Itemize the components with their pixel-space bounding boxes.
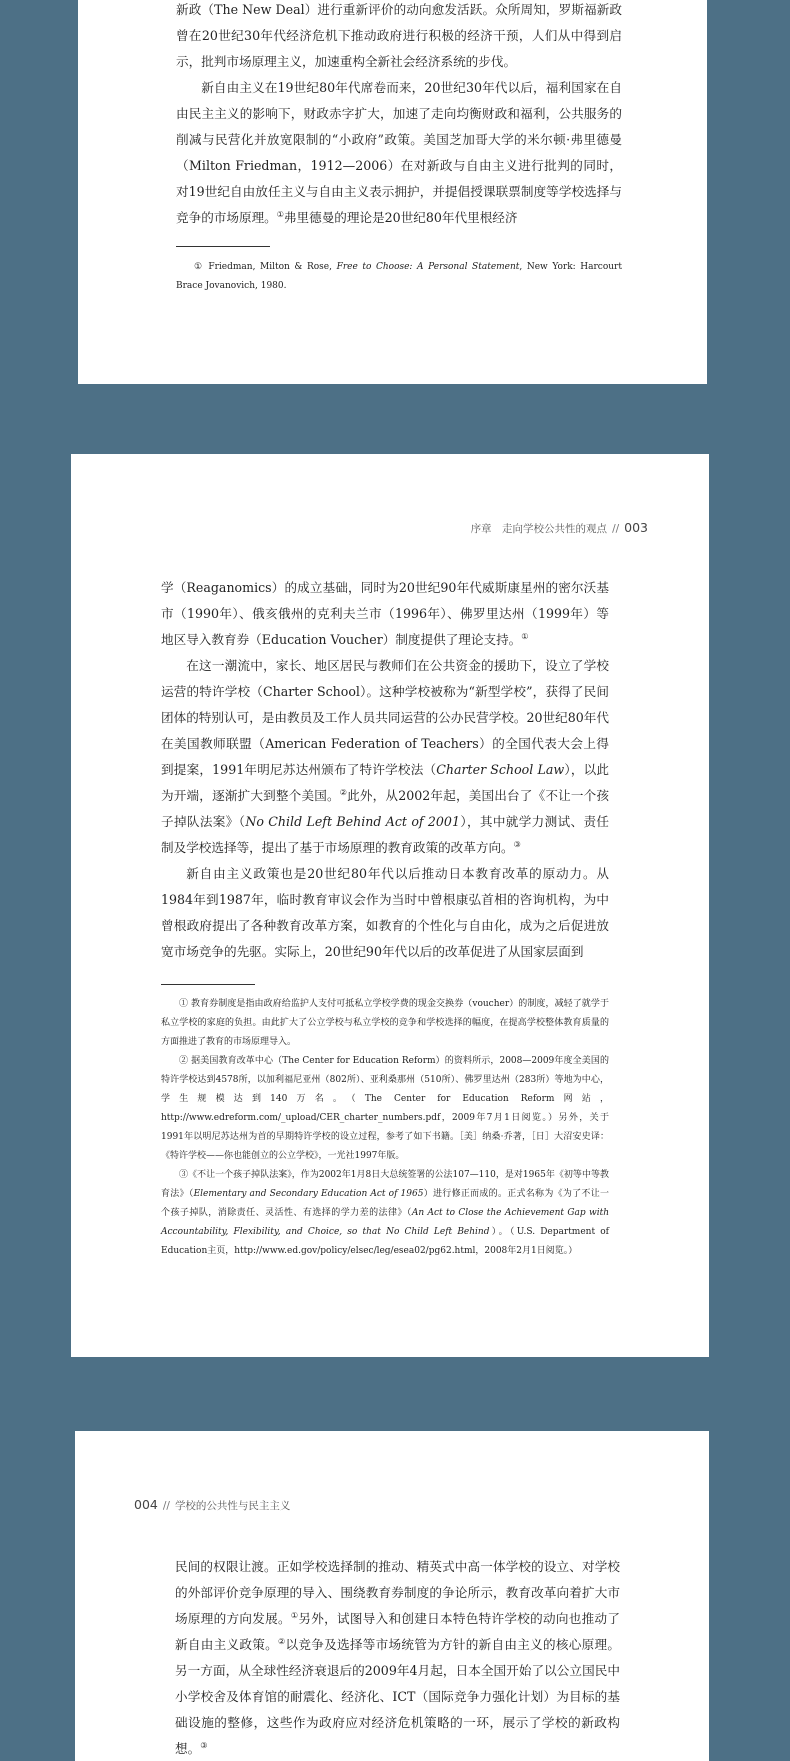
footnote-marker[interactable]: ③ <box>200 1740 208 1750</box>
footnote-rule <box>161 984 255 985</box>
page1-body <box>176 0 622 231</box>
page-1 <box>78 0 707 384</box>
footnote: ① 教育券制度是指由政府给监护人支付可抵私立学校学费的现金交换券（voucher）的制度，减轻了就学于私立学校的家庭的负担。由此扩大了公立学校与私立学校的竞争和学校选择的幅度，在提高学校整体教育质量的方面推进了教育的市场原理导入。 <box>161 999 609 1047</box>
paragraph: 新自由主义政策也是20世纪80年代以后推动日本教育改革的原动力。从1984年到1987年，临时教育审议会作为当时中曾根康弘首相的咨询机构，为中曾根政府提出了各种教育改革方案，如教育的个性化与自由化，成为之后促进放宽市场竞争的先驱。实际上，20世纪90年代以后的改革促进了从国家层面到 <box>161 866 609 959</box>
footnote: ③《不让一个孩子掉队法案》，作为2002年1月8日大总统签署的公法107—110，是对1965年《初等中等教育法》（Elementary and Secondary Education Act of 1965）进行修正而成的。正式名称为《为了不让一个孩子掉队，消除责任、灵活性、有选择的学力差的法律》（An Act to Close the Achievement Gap with Accountability, Flexibility, and Choice, so that No Child Left Behind）。（U.S. Department of Education主页，http://www.ed.gov/policy/elsec/leg/esea02/pg62.html，2008年2月1日阅览。） <box>161 1170 609 1256</box>
page-number: 004 <box>134 1497 158 1512</box>
page2-body <box>161 575 609 965</box>
paragraph: 新自由主义在19世纪80年代席卷而来，20世纪30年代以后，福利国家在自由民主主义的影响下，财政赤字扩大，加速了走向均衡财政和福利，公共服务的削减与民营化并放宽限制的“小政府”政策。美国芝加哥大学的米尔顿·弗里德曼（Milton Friedman，1912—2006）在对新政与自由主义进行批判的同时，对19世纪自由放任主义与自由主义表示拥护，并提倡授课联票制度等学校选择与竞争的市场原理。①弗里德曼的理论是20世纪80年代里根经济 <box>176 80 622 225</box>
chapter-title: 序章 走向学校公共性的观点 <box>470 523 608 535</box>
page-number: 003 <box>624 520 648 535</box>
paragraph: 新政（The New Deal）进行重新评价的动向愈发活跃。众所周知，罗斯福新政曾在20世纪30年代经济危机下推动政府进行积极的经济干预，人们从中得到启示，批判市场原理主义，加速重构全新社会经济系统的步伐。 <box>176 2 622 69</box>
page3-body <box>175 1554 620 1761</box>
book-title: 学校的公共性与民主主义 <box>174 1500 291 1512</box>
page-2 <box>71 454 709 1357</box>
page2-footnotes <box>161 995 609 1261</box>
header-separator: // <box>612 523 620 535</box>
running-header <box>471 520 648 536</box>
footnote: ② 据美国教育改革中心（The Center for Education Reform）的资料所示，2008—2009年度全美国的特许学校达到4578所，以加利福尼亚州（802所）、亚利桑那州（510所）、佛罗里达州（283所）等地为中心，学生规模达到140万名。（The Center for Education Reform网站，http://www.edreform.com/_upload/CER_charter_numbers.pdf，2009年7月1日阅览。）另外，关于1991年以明尼苏达州为首的早期特许学校的设立过程，参考了如下书籍。［美］纳桑·乔著，［日］大沼安史译：《特许学校——你也能创立的公立学校》，一光社1997年版。 <box>161 1056 609 1161</box>
running-header <box>134 1497 290 1513</box>
paragraph: 在这一潮流中，家长、地区居民与教师们在公共资金的援助下，设立了学校运营的特许学校（Charter School）。这种学校被称为“新型学校”，获得了民间团体的特别认可，是由教员及工作人员共同运营的公办民营学校。20世纪80年代在美国教师联盟（American Federation of Teachers）的全国代表大会上得到提案，1991年明尼苏达州颁布了特许学校法（Charter School Law），以此为开端，逐渐扩大到整个美国。②此外，从2002年起，美国出台了《不让一个孩子掉队法案》（No Child Left Behind Act of 2001），其中就学力测试、责任制及学校选择等，提出了基于市场原理的教育政策的改革方向。③ <box>161 658 610 855</box>
footnote-marker[interactable]: ① <box>290 1610 299 1620</box>
footnote-marker[interactable]: ① <box>521 631 529 641</box>
footnote-marker[interactable]: ② <box>278 1636 286 1646</box>
footnote-marker[interactable]: ② <box>339 787 348 797</box>
page1-footnotes <box>176 258 622 296</box>
footnote-rule <box>176 246 270 247</box>
footnote-marker[interactable]: ① <box>276 209 284 219</box>
header-separator: // <box>162 1500 170 1512</box>
footnote: ① Friedman, Milton & Rose, Free to Choose: A Personal Statement, New York: Harcourt Brace Jovanovich, 1980. <box>176 262 622 291</box>
paragraph: 学（Reaganomics）的成立基础，同时为20世纪90年代威斯康星州的密尔沃基市（1990年）、俄亥俄州的克利夫兰市（1996年）、佛罗里达州（1999年）等地区导入教育券（Education Voucher）制度提供了理论支持。① <box>161 580 609 647</box>
page-3 <box>75 1431 709 1761</box>
paragraph: 民间的权限让渡。正如学校选择制的推动、精英式中高一体学校的设立、对学校的外部评价竞争原理的导入、围绕教育券制度的争论所示，教育改革向着扩大市场原理的方向发展。①另外，试图导入和创建日本特色特许学校的动向也推动了新自由主义政策。②以竞争及选择等市场统管为方针的新自由主义的核心原理。另一方面，从全球性经济衰退后的2009年4月起，日本全国开始了以公立国民中小学校舍及体育馆的耐震化、经济化、ICT（国际竞争力强化计划）为目标的基础设施的整修，这些作为政府应对经济危机策略的一环，展示了学校的新政构想。③ <box>175 1559 621 1756</box>
footnote-marker[interactable]: ③ <box>513 839 521 849</box>
